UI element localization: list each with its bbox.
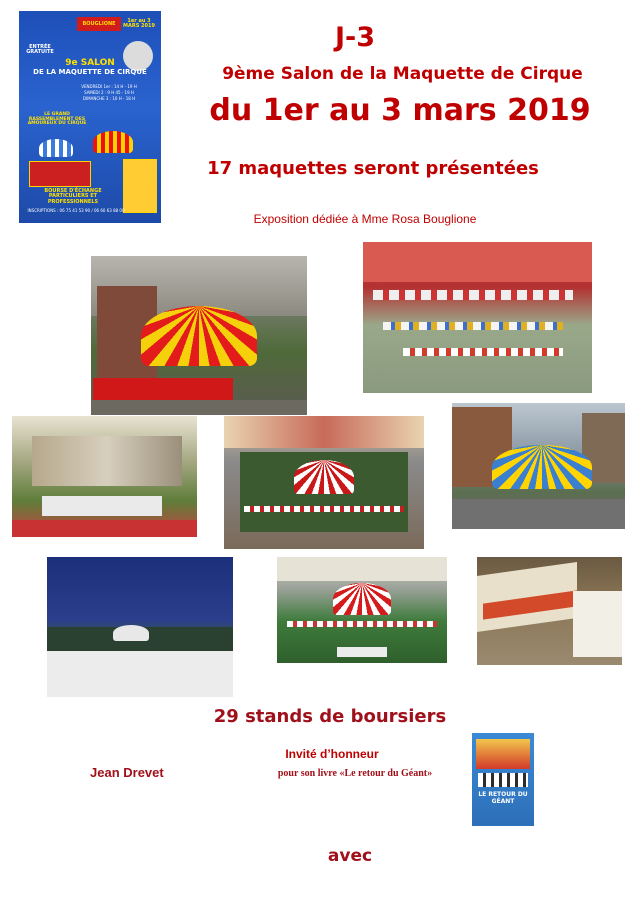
big-top-model-photo [91,256,307,415]
mountain-diorama-photo [12,416,197,537]
countdown-title: J-3 [335,22,376,53]
event-name: 9ème Salon de la Maquette de Cirque [222,64,583,84]
dedication-text: Exposition dédiée à Mme Rosa Bouglione [253,212,477,226]
guest-label: Invité d’honneur [285,747,379,761]
poster-tent-image [93,131,133,153]
poster-book-image [123,159,157,213]
poster-inscriptions: INSCRIPTIONS : 06 75 41 53 90 / 06 60 63 88 00 [27,208,125,213]
book-cover-title: LE RETOUR DU GÉANT [478,791,528,805]
poster-model-image [29,161,91,187]
event-dates: du 1er au 3 mars 2019 [209,93,591,128]
models-count: 17 maquettes seront présentées [207,158,539,179]
guest-name: Jean Drevet [90,765,164,780]
poster-schedule-1: VENDREDI 1er : 14 H - 19 H [81,84,137,89]
poster-schedule-3: DIMANCHE 3 : 10 H - 18 H [82,96,136,101]
poster-schedule-2: SAMEDI 2 : 9 H 45 - 19 H [84,90,134,95]
circus-wagon-model-photo [477,557,622,665]
green-base-model-photo [277,557,447,663]
book-title-line: pour son livre «Le retour du Géant» [277,768,433,779]
book-cover-image [472,733,534,826]
closing-text: avec [327,846,373,866]
poster-exchange: BOURSE D'ÉCHANGE PARTICULIERS ET PROFESSIONNELS [44,188,102,205]
circus-town-model-photo [363,242,592,393]
poster-title: DE LA MAQUETTE DE CIRQUE [33,68,147,76]
striped-tent-street-photo [452,403,625,529]
stands-count: 29 stands de boursiers [213,706,447,727]
poster-tent-image-2 [39,139,73,157]
night-diorama-photo [47,557,233,697]
salon-poster-image [19,11,161,223]
poster-edition: 9e SALON [65,58,115,68]
red-big-top-model-photo [224,416,424,549]
poster-dates: 1er au 3 MARS 2019 [123,18,155,30]
poster-brand: BOUGLIONE [77,17,121,31]
poster-entry: ENTRÉE GRATUITE [26,44,54,56]
poster-gathering: LE GRAND RASSEMBLEMENT DES AMOUREUX DU CIRQUE [27,112,87,127]
